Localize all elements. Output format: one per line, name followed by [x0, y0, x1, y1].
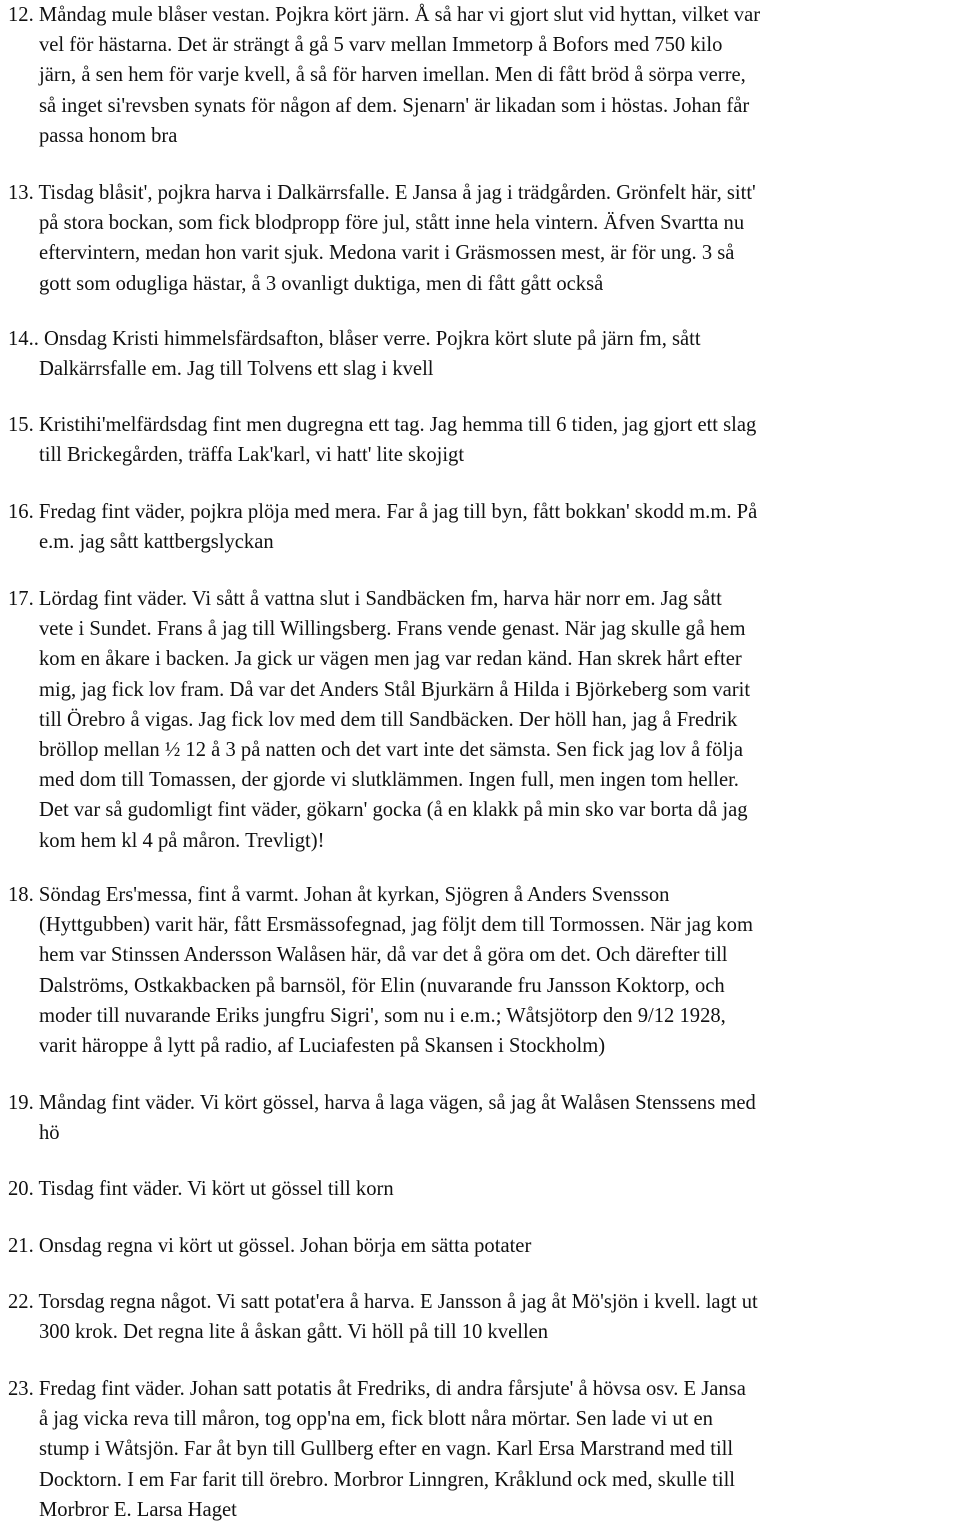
entry-line: (Hyttgubben) varit här, fått Ersmässofegnad, jag följt dem till Tormossen. När jag kom [39, 914, 753, 937]
entry-line: kom en åkare i backen. Ja gick ur vägen men jag var redan känd. Han skrek hårt efter [39, 648, 742, 671]
entry-line: mig, jag fick lov fram. Då var det Anders Stål Bjurkärn å Hilda i Björkeberg som varit [39, 678, 751, 701]
diary-entry-18 [8, 880, 956, 1061]
entry-line: 17. Lördag fint väder. Vi sått å vattna slut i Sandbäcken fm, harva här norr em. Jag sått [8, 588, 722, 610]
entry-line: vel för hästarna. Det är strängt å gå 5 varv mellan Immetorp å Bofors med 750 kilo [39, 34, 723, 57]
entry-line: 15. Kristihi'melfärdsdag fint men dugregna ett tag. Jag hemma till 6 tiden, jag gjort ett slag [8, 414, 757, 436]
entry-line: 21. Onsdag regna vi kört ut gössel. Johan börja em sätta potater [8, 1235, 532, 1257]
entry-line: hem var Stinssen Andersson Walåsen här, då var det å göra om det. Och därefter till [39, 944, 728, 967]
entry-line: Docktorn. I em Far farit till örebro. Morbror Linngren, Kråklund ock med, skulle till [39, 1468, 736, 1491]
entry-line: moder till nuvarande Eriks jungfru Sigri', som nu i e.m.; Wåtsjötorp den 9/12 1928, [39, 1004, 726, 1027]
entry-line: eftervintern, medan hon varit sjuk. Medona varit i Gräsmossen mest, är för ung. 3 så [39, 242, 735, 265]
diary-entry-16 [8, 497, 956, 557]
entry-line: passa honom bra [39, 124, 178, 147]
entry-line: bröllop mellan ½ 12 å 3 på natten och det vart inte det sämsta. Sen fick jag lov å följa [39, 739, 743, 762]
entry-line: varit häroppe å lytt på radio, af Luciafesten på Skansen i Stockholm) [39, 1035, 606, 1058]
entry-line: 22. Torsdag regna något. Vi satt potat'era å harva. E Jansson å jag åt Mö'sjön i kvell. lagt ut [8, 1291, 758, 1313]
entry-line: e.m. jag sått kattbergslyckan [39, 531, 274, 554]
entry-line: 19. Måndag fint väder. Vi kört gössel, harva å laga vägen, så jag åt Walåsen Stenssens med [8, 1092, 756, 1114]
entry-line: till Örebro å vigas. Jag fick lov med dem till Sandbäcken. Der höll han, jag å Fredrik [39, 708, 738, 731]
entry-line: å jag vicka reva till måron, tog opp'na em, fick blott nåra mörtar. Sen lade vi ut en [39, 1408, 713, 1431]
entry-line: hö [39, 1122, 60, 1145]
entry-line: 14.. Onsdag Kristi himmelsfärdsafton, blåser verre. Pojkra kört slute på järn fm, sått [8, 328, 701, 350]
entry-line: på stora bockan, som fick blodpropp före jul, stått inne hela vintern. Äfven Svartta nu [39, 212, 745, 235]
diary-entry-17 [8, 584, 956, 856]
diary-entry-13 [8, 178, 956, 299]
entry-line: järn, å sen hem för varje kvell, å så för harven imellan. Men di fått bröd å sörpa verre, [39, 64, 746, 87]
diary-entry-15 [8, 410, 956, 470]
diary-entry-21 [8, 1231, 956, 1261]
entry-line: 13. Tisdag blåsit', pojkra harva i Dalkärrsfalle. E Jansa å jag i trädgården. Grönfelt här, sitt' [8, 182, 756, 204]
diary-entry-12 [8, 0, 956, 151]
entry-line: 300 krok. Det regna lite å åskan gått. Vi höll på till 10 kvellen [39, 1321, 549, 1344]
entry-line: Det var så gudomligt fint väder, gökarn' gocka (å en klakk på min sko var borta då jag [39, 799, 748, 822]
entry-line: 20. Tisdag fint väder. Vi kört ut gössel till korn [8, 1178, 394, 1200]
diary-entry-23 [8, 1374, 956, 1525]
entry-line: Dalkärrsfalle em. Jag till Tolvens ett slag i kvell [39, 358, 434, 381]
entry-line: vete i Sundet. Frans å jag till Willingsberg. Frans vende genast. När jag skulle gå hem [39, 618, 746, 641]
entry-line: 23. Fredag fint väder. Johan satt potatis åt Fredriks, di andra fårsjute' å hövsa osv. E Jansa [8, 1378, 746, 1400]
diary-entry-19 [8, 1088, 956, 1148]
diary-entry-14 [8, 324, 956, 384]
entry-line: så inget si'revsben synats för någon af dem. Sjenarn' är likadan som i höstas. Johan får [39, 94, 750, 117]
entry-line: med dom till Tomassen, der gjorde vi slutklämmen. Ingen full, men ingen tom heller. [39, 769, 739, 792]
diary-entry-20 [8, 1174, 956, 1204]
entry-line: kom hem kl 4 på måron. Trevligt)! [39, 829, 325, 852]
entry-line: Morbror E. Larsa Haget [39, 1498, 237, 1521]
entry-line: stump i Wåtsjön. Far åt byn till Gullberg efter en vagn. Karl Ersa Marstrand med till [39, 1438, 734, 1461]
entry-line: gott som odugliga hästar, å 3 ovanligt duktiga, men di fått gått också [39, 272, 604, 295]
entry-line: 12. Måndag mule blåser vestan. Pojkra kört järn. Å så har vi gjort slut vid hyttan, vilket var [8, 4, 761, 26]
entry-line: 18. Söndag Ers'messa, fint å varmt. Johan åt kyrkan, Sjögren å Anders Svensson [8, 884, 670, 906]
entry-line: Dalströms, Ostkakbacken på barnsöl, för Elin (nuvarande fru Jansson Koktorp, och [39, 974, 725, 997]
entry-line: till Brickegården, träffa Lak'karl, vi hatt' lite skojigt [39, 444, 465, 467]
diary-entry-22 [8, 1287, 956, 1347]
entry-line: 16. Fredag fint väder, pojkra plöja med mera. Far å jag till byn, fått bokkan' skodd m.m. På [8, 501, 758, 523]
